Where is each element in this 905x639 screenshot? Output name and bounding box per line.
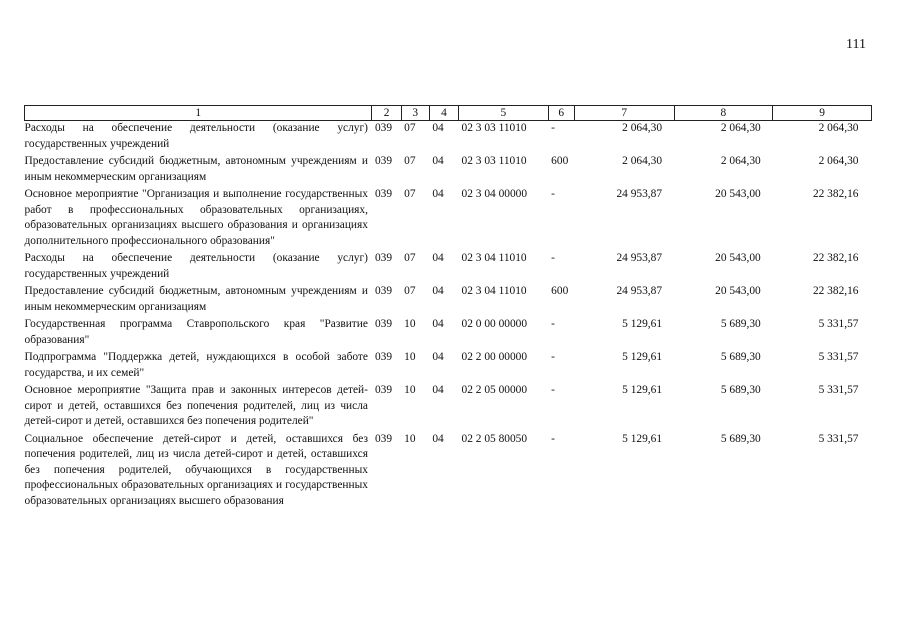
expense-type-code: - (551, 122, 555, 134)
subsection-code: 04 (432, 155, 444, 167)
amount-col-9: 22 382,16 (812, 188, 859, 200)
amount-col-7: 5 129,61 (622, 351, 663, 363)
row-name: Подпрограмма "Поддержка детей, нуждающихся в особой заботе государства, и их семей" (24, 351, 368, 379)
amount-col-9: 22 382,16 (812, 252, 859, 264)
target-code: 02 3 04 00000 (461, 188, 528, 200)
amount-col-9: 2 064,30 (818, 122, 859, 134)
amount-col-8: 20 543,00 (715, 252, 761, 264)
subsection-code: 04 (432, 188, 444, 200)
expense-type-code: 600 (551, 285, 569, 297)
target-code: 02 0 00 00000 (461, 318, 528, 330)
section-code: 07 (404, 188, 416, 200)
expense-type-code: - (551, 252, 555, 264)
amount-col-9: 5 331,57 (818, 432, 859, 445)
section-code: 07 (404, 122, 416, 134)
amount-col-9: 5 331,57 (818, 384, 859, 396)
expense-type-code: - (551, 188, 555, 200)
amount-col-8: 5 689,30 (720, 432, 761, 445)
subsection-code: 04 (432, 384, 444, 396)
amount-col-8: 5 689,30 (720, 384, 761, 396)
row-name: Основное мероприятие "Защита прав и законных интересов детей-сирот и детей, оставшихся без попечения родителей, лиц из числа детей-сирот и детей, оставшихся без попечения родителей" (24, 384, 368, 427)
column-number-4: 4 (429, 106, 458, 121)
amount-col-7: 24 953,87 (616, 188, 663, 200)
section-code: 10 (404, 318, 416, 330)
column-number-8: 8 (674, 106, 773, 121)
ministry-code: 039 (374, 252, 393, 264)
amount-col-9: 5 331,57 (818, 351, 859, 363)
expense-type-code: - (551, 318, 555, 330)
target-code: 02 2 05 80050 (461, 432, 528, 445)
row-name: Основное мероприятие "Организация и выполнение государственных работ в профессиональных образовательных организациях, образовательных организациях высшего образования и организациях дополнительного профессионального образования" (24, 188, 368, 247)
section-code: 10 (404, 384, 416, 396)
amount-col-7: 5 129,61 (622, 432, 663, 445)
ministry-code: 039 (374, 351, 393, 363)
amount-col-9: 5 331,57 (818, 318, 859, 330)
row-name: Социальное обеспечение детей-сирот и детей, оставшихся без попечения родителей, лиц из числа детей-сирот и детей, оставшихся без попечения родителей, обучающихся в государственных профессиональных образовательных организациях и государственных образовательных организациях высшего образования (24, 432, 368, 507)
row-name: Предоставление субсидий бюджетным, автономным учреждениям и иным некоммерческим организациям (24, 285, 368, 313)
subsection-code: 04 (432, 122, 444, 134)
table-row (25, 251, 872, 284)
table-row (25, 284, 872, 317)
target-code: 02 2 05 00000 (461, 384, 528, 396)
table-row (25, 350, 872, 383)
target-code: 02 3 03 11010 (461, 122, 527, 134)
ministry-code: 039 (374, 318, 393, 330)
subsection-code: 04 (432, 252, 444, 264)
table-row (25, 432, 872, 512)
column-number-6: 6 (548, 106, 574, 121)
section-code: 10 (404, 432, 416, 445)
column-number-5: 5 (459, 106, 549, 121)
ministry-code: 039 (374, 384, 393, 396)
ministry-code: 039 (374, 285, 393, 297)
subsection-code: 04 (432, 285, 444, 297)
row-name: Расходы на обеспечение деятельности (оказание услуг) государственных учреждений (24, 122, 368, 150)
budget-table (24, 105, 872, 511)
amount-col-9: 22 382,16 (812, 285, 859, 297)
expense-type-code: - (551, 384, 555, 396)
column-number-3: 3 (401, 106, 429, 121)
column-number-row (25, 106, 872, 121)
target-code: 02 3 03 11010 (461, 155, 527, 167)
row-name: Государственная программа Ставропольского края "Развитие образования" (24, 318, 368, 346)
amount-col-8: 20 543,00 (715, 285, 761, 297)
expense-type-code: 600 (551, 155, 569, 167)
column-number-9: 9 (773, 106, 872, 121)
ministry-code: 039 (374, 122, 393, 134)
subsection-code: 04 (432, 432, 444, 445)
amount-col-9: 2 064,30 (818, 155, 859, 167)
column-number-2: 2 (372, 106, 401, 121)
target-code: 02 3 04 11010 (461, 285, 527, 297)
amount-col-7: 5 129,61 (622, 384, 663, 396)
amount-col-8: 2 064,30 (720, 155, 761, 167)
section-code: 07 (404, 285, 416, 297)
amount-col-8: 20 543,00 (715, 188, 761, 200)
section-code: 10 (404, 351, 416, 363)
row-name: Предоставление субсидий бюджетным, автономным учреждениям и иным некоммерческим организациям (24, 155, 368, 183)
table-row (25, 154, 872, 187)
ministry-code: 039 (374, 432, 393, 445)
subsection-code: 04 (432, 351, 444, 363)
column-number-7: 7 (574, 106, 674, 121)
page-number: 111 (846, 37, 866, 52)
ministry-code: 039 (374, 155, 393, 167)
amount-col-7: 24 953,87 (616, 252, 663, 264)
section-code: 07 (404, 155, 416, 167)
amount-col-8: 5 689,30 (720, 318, 761, 330)
amount-col-8: 5 689,30 (720, 351, 761, 363)
row-name: Расходы на обеспечение деятельности (оказание услуг) государственных учреждений (24, 252, 368, 280)
table-row (25, 383, 872, 432)
expense-type-code: - (551, 432, 555, 445)
amount-col-8: 2 064,30 (720, 122, 761, 134)
subsection-code: 04 (432, 318, 444, 330)
table-row (25, 317, 872, 350)
amount-col-7: 24 953,87 (616, 285, 663, 297)
table-row (25, 121, 872, 155)
amount-col-7: 5 129,61 (622, 318, 663, 330)
expense-type-code: - (551, 351, 555, 363)
table-row (25, 187, 872, 251)
target-code: 02 3 04 11010 (461, 252, 527, 264)
column-number-1: 1 (25, 106, 372, 121)
amount-col-7: 2 064,30 (622, 122, 663, 134)
amount-col-7: 2 064,30 (622, 155, 663, 167)
target-code: 02 2 00 00000 (461, 351, 528, 363)
section-code: 07 (404, 252, 416, 264)
ministry-code: 039 (374, 188, 393, 200)
